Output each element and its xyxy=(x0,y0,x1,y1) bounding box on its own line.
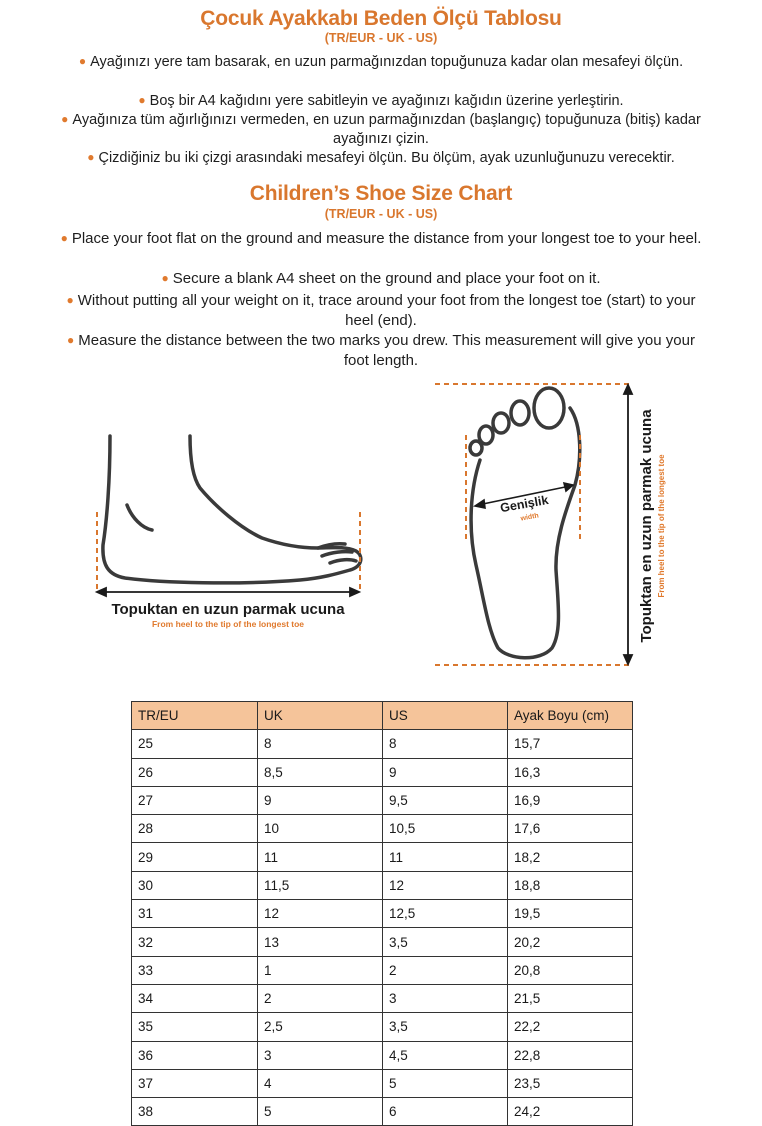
en-subtitle: (TR/EUR - UK - US) xyxy=(324,207,438,221)
table-cell: 20,2 xyxy=(508,928,633,956)
table-cell: 26 xyxy=(132,758,258,786)
en-bullet-4: ● Measure the distance between the two marks you drew. This measurement will give you your foot length. xyxy=(67,332,695,369)
table-cell: 34 xyxy=(132,984,258,1012)
table-cell: 29 xyxy=(132,843,258,871)
table-cell: 19,5 xyxy=(508,900,633,928)
en-title: Children’s Shoe Size Chart xyxy=(249,182,513,205)
table-cell: 18,2 xyxy=(508,843,633,871)
side-label: Topuktan en uzun parmak ucuna xyxy=(111,601,345,618)
table-cell: 5 xyxy=(383,1069,508,1097)
table-cell: 22,2 xyxy=(508,1013,633,1041)
table-row xyxy=(132,1069,633,1097)
vertical-sublabel: From heel to the tip of the longest toe xyxy=(657,454,666,598)
footprint-icon xyxy=(470,388,580,658)
table-row xyxy=(132,1013,633,1041)
table-row xyxy=(132,871,633,899)
en-bullet-1: ● Place your foot flat on the ground and measure the distance from your longest toe to your heel. xyxy=(60,230,702,247)
table-cell: 3,5 xyxy=(383,928,508,956)
table-row xyxy=(132,758,633,786)
vertical-arrow-icon xyxy=(624,385,632,664)
table-cell: 9 xyxy=(383,758,508,786)
table-cell: 16,9 xyxy=(508,786,633,814)
table-cell: 30 xyxy=(132,871,258,899)
table-cell: 12,5 xyxy=(383,900,508,928)
tr-subtitle: (TR/EUR - UK - US) xyxy=(324,31,438,45)
table-row xyxy=(132,984,633,1012)
table-row xyxy=(132,928,633,956)
bullet-dot-icon: ● xyxy=(138,93,146,107)
table-cell: 23,5 xyxy=(508,1069,633,1097)
width-label: Genişlik xyxy=(499,492,550,516)
table-header-row xyxy=(132,702,633,730)
tr-bullet-2: ● Boş bir A4 kağıdını yere sabitleyin ve ayağınızı kağıdın üzerine yerleştirin. xyxy=(138,93,624,109)
table-cell: 18,8 xyxy=(508,871,633,899)
bullet-dot-icon: ● xyxy=(67,333,75,347)
table-cell: 3 xyxy=(258,1041,383,1069)
table-cell: 20,8 xyxy=(508,956,633,984)
table-row xyxy=(132,1041,633,1069)
table-cell: 9 xyxy=(258,786,383,814)
table-cell: 15,7 xyxy=(508,730,633,758)
table-cell: 5 xyxy=(258,1098,383,1126)
table-cell: 11 xyxy=(258,843,383,871)
bullet-dot-icon: ● xyxy=(87,150,95,164)
table-cell: 6 xyxy=(383,1098,508,1126)
bullet-dot-icon: ● xyxy=(60,231,68,245)
table-row xyxy=(132,956,633,984)
table-cell: 27 xyxy=(132,786,258,814)
side-arrow-icon xyxy=(97,588,359,596)
tr-title: Çocuk Ayakkabı Beden Ölçü Tablosu xyxy=(200,7,562,30)
table-cell: 24,2 xyxy=(508,1098,633,1126)
table-cell: 8 xyxy=(258,730,383,758)
table-cell: 31 xyxy=(132,900,258,928)
table-cell: 10,5 xyxy=(383,815,508,843)
table-cell: 37 xyxy=(132,1069,258,1097)
width-sublabel: width xyxy=(520,512,540,523)
table-cell: 2 xyxy=(383,956,508,984)
table-cell: 4,5 xyxy=(383,1041,508,1069)
table-row xyxy=(132,1098,633,1126)
table-row xyxy=(132,843,633,871)
table-cell: 21,5 xyxy=(508,984,633,1012)
table-cell: 4 xyxy=(258,1069,383,1097)
foot-diagram xyxy=(0,380,762,680)
table-cell: 35 xyxy=(132,1013,258,1041)
header-uk: UK xyxy=(258,702,383,730)
bullet-dot-icon: ● xyxy=(61,112,69,126)
table-cell: 12 xyxy=(258,900,383,928)
table-cell: 28 xyxy=(132,815,258,843)
table-row xyxy=(132,900,633,928)
table-cell: 33 xyxy=(132,956,258,984)
table-cell: 2 xyxy=(258,984,383,1012)
vertical-label: Topuktan en uzun parmak ucuna xyxy=(638,409,655,643)
en-bullet-3: ● Without putting all your weight on it, trace around your foot from the longest toe (start) to your heel (end). xyxy=(66,292,696,329)
table-cell: 3 xyxy=(383,984,508,1012)
header-us: US xyxy=(383,702,508,730)
header-foot-length: Ayak Boyu (cm) xyxy=(508,702,633,730)
table-cell: 8,5 xyxy=(258,758,383,786)
table-cell: 25 xyxy=(132,730,258,758)
bullet-dot-icon: ● xyxy=(78,54,87,68)
table-cell: 9,5 xyxy=(383,786,508,814)
table-cell: 12 xyxy=(383,871,508,899)
table-cell: 10 xyxy=(258,815,383,843)
table-cell: 36 xyxy=(132,1041,258,1069)
table-cell: 8 xyxy=(383,730,508,758)
table-cell: 11,5 xyxy=(258,871,383,899)
table-cell: 2,5 xyxy=(258,1013,383,1041)
bullet-dot-icon: ● xyxy=(66,293,74,307)
header-tr-eu: TR/EU xyxy=(132,702,258,730)
size-table xyxy=(131,701,633,1126)
bullet-dot-icon: ● xyxy=(161,271,169,285)
side-sublabel: From heel to the tip of the longest toe xyxy=(151,619,305,629)
tr-bullet-4: ● Çizdiğiniz bu iki çizgi arasındaki mesafeyi ölçün. Bu ölçüm, ayak uzunluğunuzu verecektir. xyxy=(87,150,675,166)
side-foot-icon xyxy=(103,436,361,583)
table-row xyxy=(132,730,633,758)
tr-bullet-3: ● Ayağınıza tüm ağırlığınızı vermeden, en uzun parmağınızdan (başlangıç) topuğunuza (bitiş) kadar ayağınızı çizin. xyxy=(61,112,701,147)
en-bullet-2: ● Secure a blank A4 sheet on the ground and place your foot on it. xyxy=(161,270,601,287)
table-cell: 16,3 xyxy=(508,758,633,786)
tr-bullet-1: ● Ayağınızı yere tam basarak, en uzun parmağınızdan topuğunuza kadar olan mesafeyi ölçün. xyxy=(78,54,684,70)
table-cell: 13 xyxy=(258,928,383,956)
table-cell: 32 xyxy=(132,928,258,956)
table-row xyxy=(132,786,633,814)
table-cell: 3,5 xyxy=(383,1013,508,1041)
top-measure-lines xyxy=(435,384,630,665)
table-cell: 17,6 xyxy=(508,815,633,843)
table-cell: 11 xyxy=(383,843,508,871)
table-cell: 1 xyxy=(258,956,383,984)
table-cell: 38 xyxy=(132,1098,258,1126)
table-row xyxy=(132,815,633,843)
table-cell: 22,8 xyxy=(508,1041,633,1069)
